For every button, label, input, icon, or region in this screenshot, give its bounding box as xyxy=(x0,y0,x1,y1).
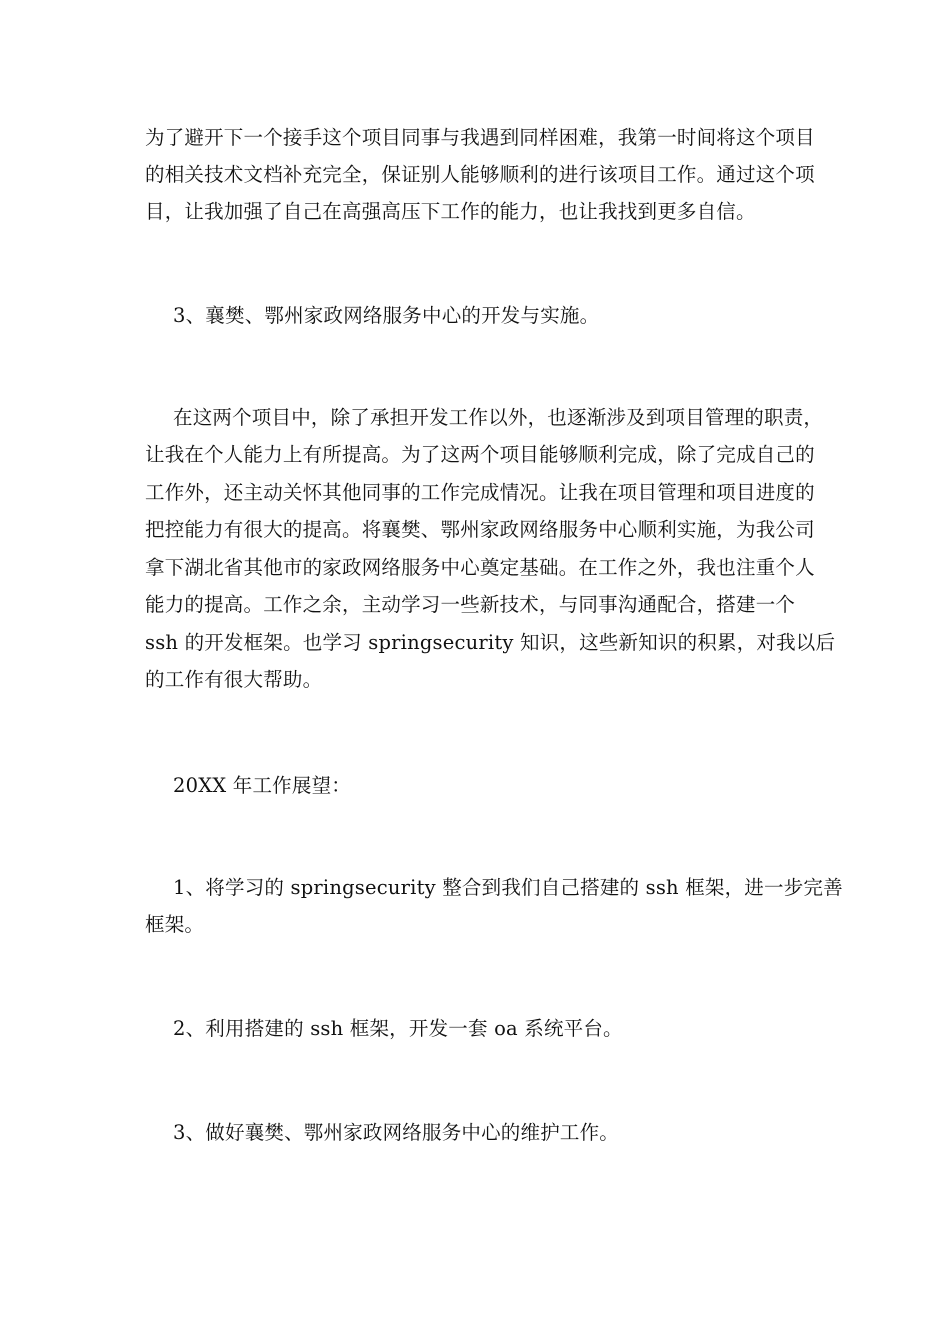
paragraph-line: 让我在个人能力上有所提高。为了这两个项目能够顺利完成，除了完成自己的 xyxy=(145,443,815,466)
plan-item: 3、做好襄樊、鄂州家政网络服务中心的维护工作。 xyxy=(173,1121,620,1144)
plan-item: 2、利用搭建的 ssh 框架，开发一套 oa 系统平台。 xyxy=(173,1017,623,1040)
paragraph-line: 把控能力有很大的提高。将襄樊、鄂州家政网络服务中心顺利实施，为我公司 xyxy=(145,518,815,541)
paragraph-line: 能力的提高。工作之余，主动学习一些新技术，与同事沟通配合，搭建一个 xyxy=(145,593,796,616)
paragraph-line: ssh 的开发框架。也学习 springsecurity 知识，这些新知识的积累，对我以后 xyxy=(145,631,836,654)
paragraph-line: 工作外，还主动关怀其他同事的工作完成情况。让我在项目管理和项目进度的 xyxy=(145,481,815,504)
plan-item-continuation: 框架。 xyxy=(145,913,205,936)
section-heading: 3、襄樊、鄂州家政网络服务中心的开发与实施。 xyxy=(173,304,600,327)
paragraph-line: 的工作有很大帮助。 xyxy=(145,668,323,691)
outlook-heading: 20XX 年工作展望： xyxy=(173,774,351,797)
paragraph-line: 拿下湖北省其他市的家政网络服务中心奠定基础。在工作之外，我也注重个人 xyxy=(145,556,815,579)
plan-item: 1、将学习的 springsecurity 整合到我们自己搭建的 ssh 框架，进一步完善 xyxy=(173,876,843,899)
paragraph-line: 的相关技术文档补充完全，保证别人能够顺利的进行该项目工作。通过这个项 xyxy=(145,163,815,186)
paragraph-line: 在这两个项目中，除了承担开发工作以外，也逐渐涉及到项目管理的职责， xyxy=(173,406,824,429)
paragraph-line: 目，让我加强了自己在高强高压下工作的能力，也让我找到更多自信。 xyxy=(145,200,756,223)
paragraph-line: 为了避开下一个接手这个项目同事与我遇到同样困难，我第一时间将这个项目 xyxy=(145,126,815,149)
